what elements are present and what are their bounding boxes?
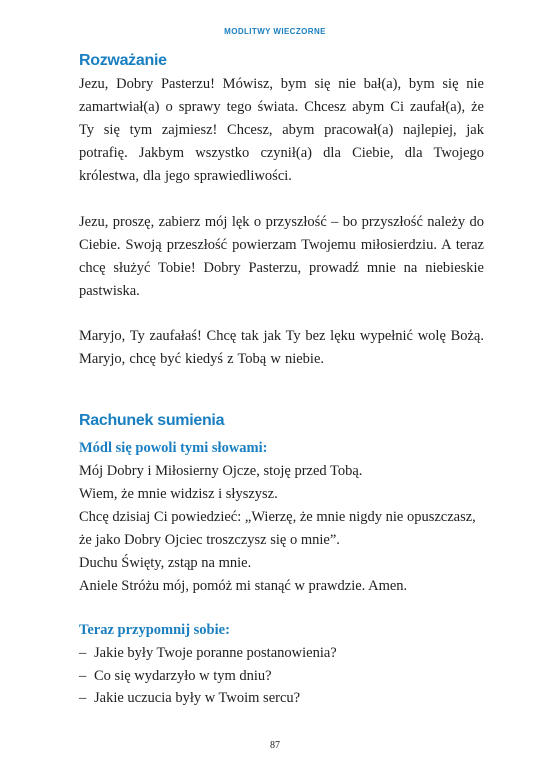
meditation-paragraph-2: [79, 211, 484, 303]
prayer-line: Mój Dobry i Miłosierny Ojcze, stoję przed Tobą.: [79, 463, 363, 479]
question-text: Jakie uczucia były w Twoim sercu?: [94, 690, 301, 706]
prayer-line: Duchu Święty, zstąp na mnie.: [79, 555, 252, 571]
prayer-line: że jako Dobry Ojciec troszczysz się o mnie”.: [79, 532, 340, 548]
prayer-line: Wiem, że mnie widzisz i słyszysz.: [79, 486, 278, 502]
dash-bullet: –: [79, 667, 87, 684]
question-text: Jakie były Twoje poranne postanowienia?: [94, 645, 337, 661]
prayer-line: Aniele Stróżu mój, pomóż mi stanąć w prawdzie. Amen.: [79, 578, 408, 594]
remember-block: [79, 619, 484, 710]
running-head: MODLITWY WIECZORNE: [224, 27, 326, 36]
meditation-paragraph-1: [79, 73, 484, 188]
section-title-rachunek-sumienia: Rachunek sumienia: [79, 412, 225, 429]
meditation-text: Jezu, Dobry Pasterzu! Mówisz, bym się nie bał(a), bym się nie zamartwiał(a) o sprawy tego świata. Chcesz abym Ci zaufał(a), że Ty się tym zajmiesz! Chcesz, abym pracował(a) najlepiej, jak potrafię. Jakbym wszystko czynił(a) dla Ciebie, dla Twojego królestwa, dla jego sprawiedliwości.: [79, 76, 484, 184]
page-number: 87: [270, 740, 280, 751]
question-item: [79, 687, 484, 710]
question-item: [79, 665, 484, 688]
dash-bullet: –: [79, 690, 87, 706]
meditation-text: Jezu, proszę, zabierz mój lęk o przyszłość – bo przyszłość należy do Ciebie. Swoją przeszłość powierzam Twojemu miłosierdziu. A teraz chcę służyć Tobie! Dobry Pasterzu, prowadź mnie na niebieskie pastwiska.: [79, 214, 484, 299]
prayer-line: Chcę dzisiaj Ci powiedzieć: „Wierzę, że mnie nigdy nie opuszczasz,: [79, 509, 476, 525]
section-title-rozwazanie: Rozważanie: [79, 52, 167, 69]
remember-heading: Teraz przypomnij sobie:: [79, 622, 230, 638]
question-text: Co się wydarzyło w tym dniu?: [94, 667, 272, 684]
dash-bullet: –: [79, 645, 87, 661]
question-item: [79, 642, 484, 665]
meditation-paragraph-3: [79, 325, 484, 371]
meditation-text: Maryjo, Ty zaufałaś! Chcę tak jak Ty bez lęku wypełnić wolę Bożą. Maryjo, chcę być kiedyś z Tobą w niebie.: [79, 328, 484, 367]
prayer-block: [79, 437, 484, 598]
prayer-heading: Módl się powoli tymi słowami:: [79, 440, 268, 456]
